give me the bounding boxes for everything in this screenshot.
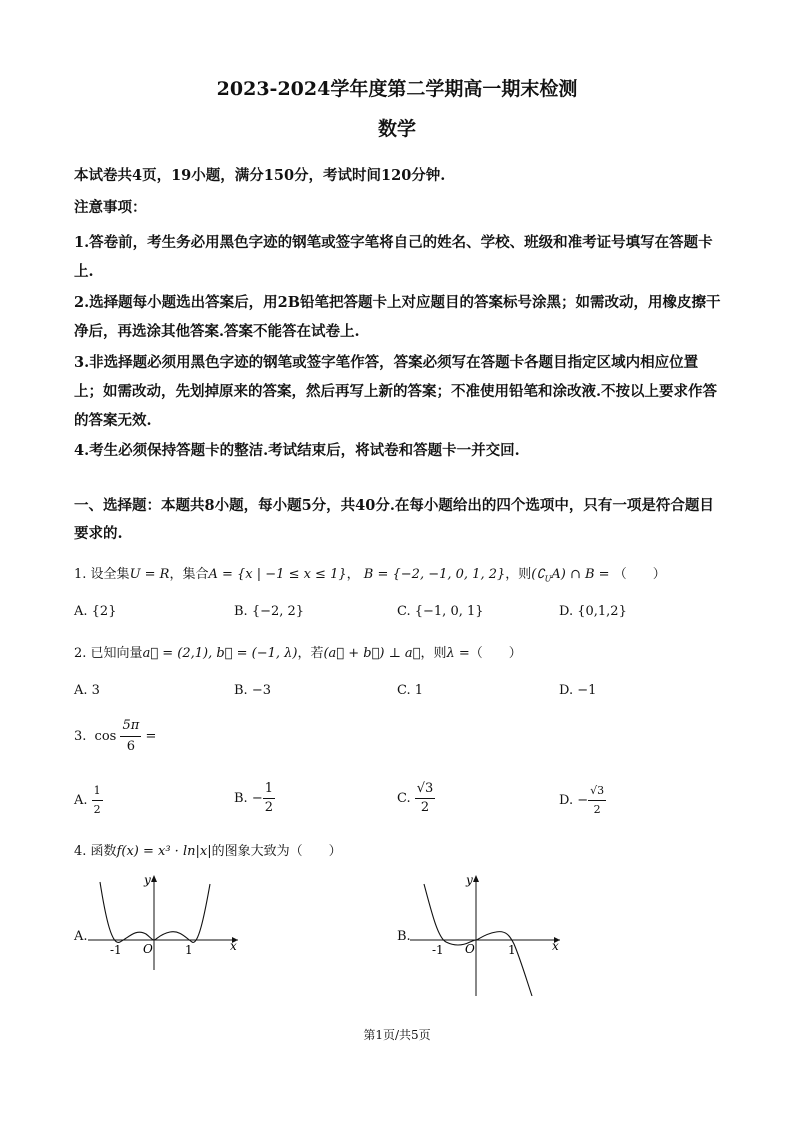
graph-b-origin: O: [465, 942, 475, 956]
question-2: [74, 645, 522, 663]
graph-a-x-label: x: [230, 939, 237, 953]
question-1: [74, 566, 666, 589]
q3-equals: =: [145, 729, 157, 744]
graph-a-origin: O: [143, 942, 153, 956]
q4-option-a-label[interactable]: A.: [74, 929, 88, 944]
q4-graph-b[interactable]: [410, 870, 570, 1000]
q3-fraction: [120, 716, 141, 757]
q1-option-d[interactable]: D. {0,1,2}: [559, 604, 627, 619]
graph-a-neg-one: -1: [110, 943, 122, 957]
notice-2: 2.选择题每小题选出答案后，用2B铅笔把答题卡上对应题目的答案标号涂黑；如需改动，用橡皮擦干净后，再选涂其他答案.答案不能答在试卷上.: [74, 294, 721, 340]
q2-number: 2.: [74, 646, 87, 661]
q2-then: ，则: [420, 646, 447, 661]
q4-text-post: 的图象大致为（ ）: [211, 844, 342, 859]
graph-a-y-label: y: [144, 873, 151, 887]
q2-option-b[interactable]: B. −3: [234, 683, 271, 698]
graph-a-pos-one: 1: [185, 943, 193, 957]
q3-cos: cos: [94, 729, 117, 744]
q1-text-pre: 设全集: [90, 567, 130, 582]
q4-option-b-label[interactable]: B.: [397, 929, 411, 944]
q1-option-b[interactable]: B. {−2, 2}: [234, 604, 305, 619]
q2-vectors: a⃗ = (2,1), b⃗ = (−1, λ): [142, 646, 298, 661]
q1-paren: （ ）: [613, 567, 666, 582]
q1-set-a: A = {x | −1 ≤ x ≤ 1}: [208, 567, 347, 582]
q4-text-pre: 函数: [90, 844, 117, 859]
subject-title: 数学: [377, 118, 416, 140]
q4-function: f(x) = x³ · ln|x|: [116, 844, 212, 859]
graph-b-y-label: y: [466, 873, 473, 887]
q2-text-pre: 已知向量: [90, 646, 143, 661]
section-heading: 一、选择题：本题共8小题，每小题5分，共40分.在每小题给出的四个选项中，只有一项是符合题目要求的.: [74, 497, 714, 542]
q3-frac-numerator: 5π: [120, 716, 141, 737]
q3-frac-denominator: 6: [126, 739, 136, 754]
q4-graph-a[interactable]: [88, 870, 248, 970]
q3-option-a[interactable]: A. $\frac{1}{2}$: [74, 784, 101, 816]
q1-option-c[interactable]: C. {−1, 0, 1}: [397, 604, 484, 619]
graph-b-neg-one: -1: [432, 943, 444, 957]
q1-universal-set: U = R: [129, 567, 170, 582]
q2-lambda: λ =: [446, 646, 470, 661]
notice-3: 3.非选择题必须用黑色字迹的钢笔或签字笔作答，答案必须写在答题卡各题目指定区域内相应位置上；如需改动，先划掉原来的答案，然后再写上新的答案；不准使用铅笔和涂改液.不按以上要求作答的答案无效.: [74, 354, 718, 429]
q1-then: ，则: [505, 567, 532, 582]
q2-condition: (a⃗ + b⃗) ⊥ a⃗: [323, 646, 421, 661]
question-3: [74, 716, 156, 757]
q1-number: 1.: [74, 567, 87, 582]
q2-text-mid: ，若: [297, 646, 324, 661]
notice-heading: 注意事项：: [74, 199, 147, 216]
q4-number: 4.: [74, 844, 87, 859]
graph-b-pos-one: 1: [508, 943, 516, 957]
q1-text-mid: ，集合: [169, 567, 209, 582]
q2-paren: （ ）: [469, 646, 522, 661]
q2-option-a[interactable]: A. 3: [74, 683, 100, 698]
graph-b-x-label: x: [552, 939, 559, 953]
question-4: [74, 843, 342, 861]
q2-option-d[interactable]: D. −1: [559, 683, 597, 698]
notice-1: 1.答卷前，考生务必用黑色字迹的钢笔或签字笔将自己的姓名、学校、班级和准考证号填写在答题卡上.: [74, 234, 713, 280]
graph-a-y-arrow: [151, 875, 157, 882]
page-title: 2023-2024学年度第二学期高一期末检测: [216, 78, 578, 100]
page-footer: 第1页/共5页: [363, 1028, 431, 1042]
q3-option-c[interactable]: C. $\frac{√3}{2}$: [397, 781, 434, 815]
graph-a-curve: [100, 882, 210, 942]
exam-intro: 本试卷共4页，19小题，满分150分，考试时间120分钟.: [74, 167, 446, 184]
q1-sep: ，: [346, 567, 360, 582]
q1-set-b: B = {−2, −1, 0, 1, 2}: [363, 567, 506, 582]
q1-expression: $(∁_UA)$ ∩ B =: [531, 567, 610, 584]
q3-number: 3.: [74, 729, 87, 744]
q3-option-d[interactable]: D. − $\frac{√3}{2}$: [559, 784, 605, 816]
q3-option-b[interactable]: B. − $\frac{1}{2}$: [234, 781, 274, 815]
q2-option-c[interactable]: C. 1: [397, 683, 424, 698]
notice-4: 4.考生必须保持答题卡的整洁.考试结束后，将试卷和答题卡一并交回.: [74, 442, 520, 459]
graph-b-y-arrow: [473, 875, 479, 882]
q1-option-a[interactable]: A. {2}: [74, 604, 117, 619]
